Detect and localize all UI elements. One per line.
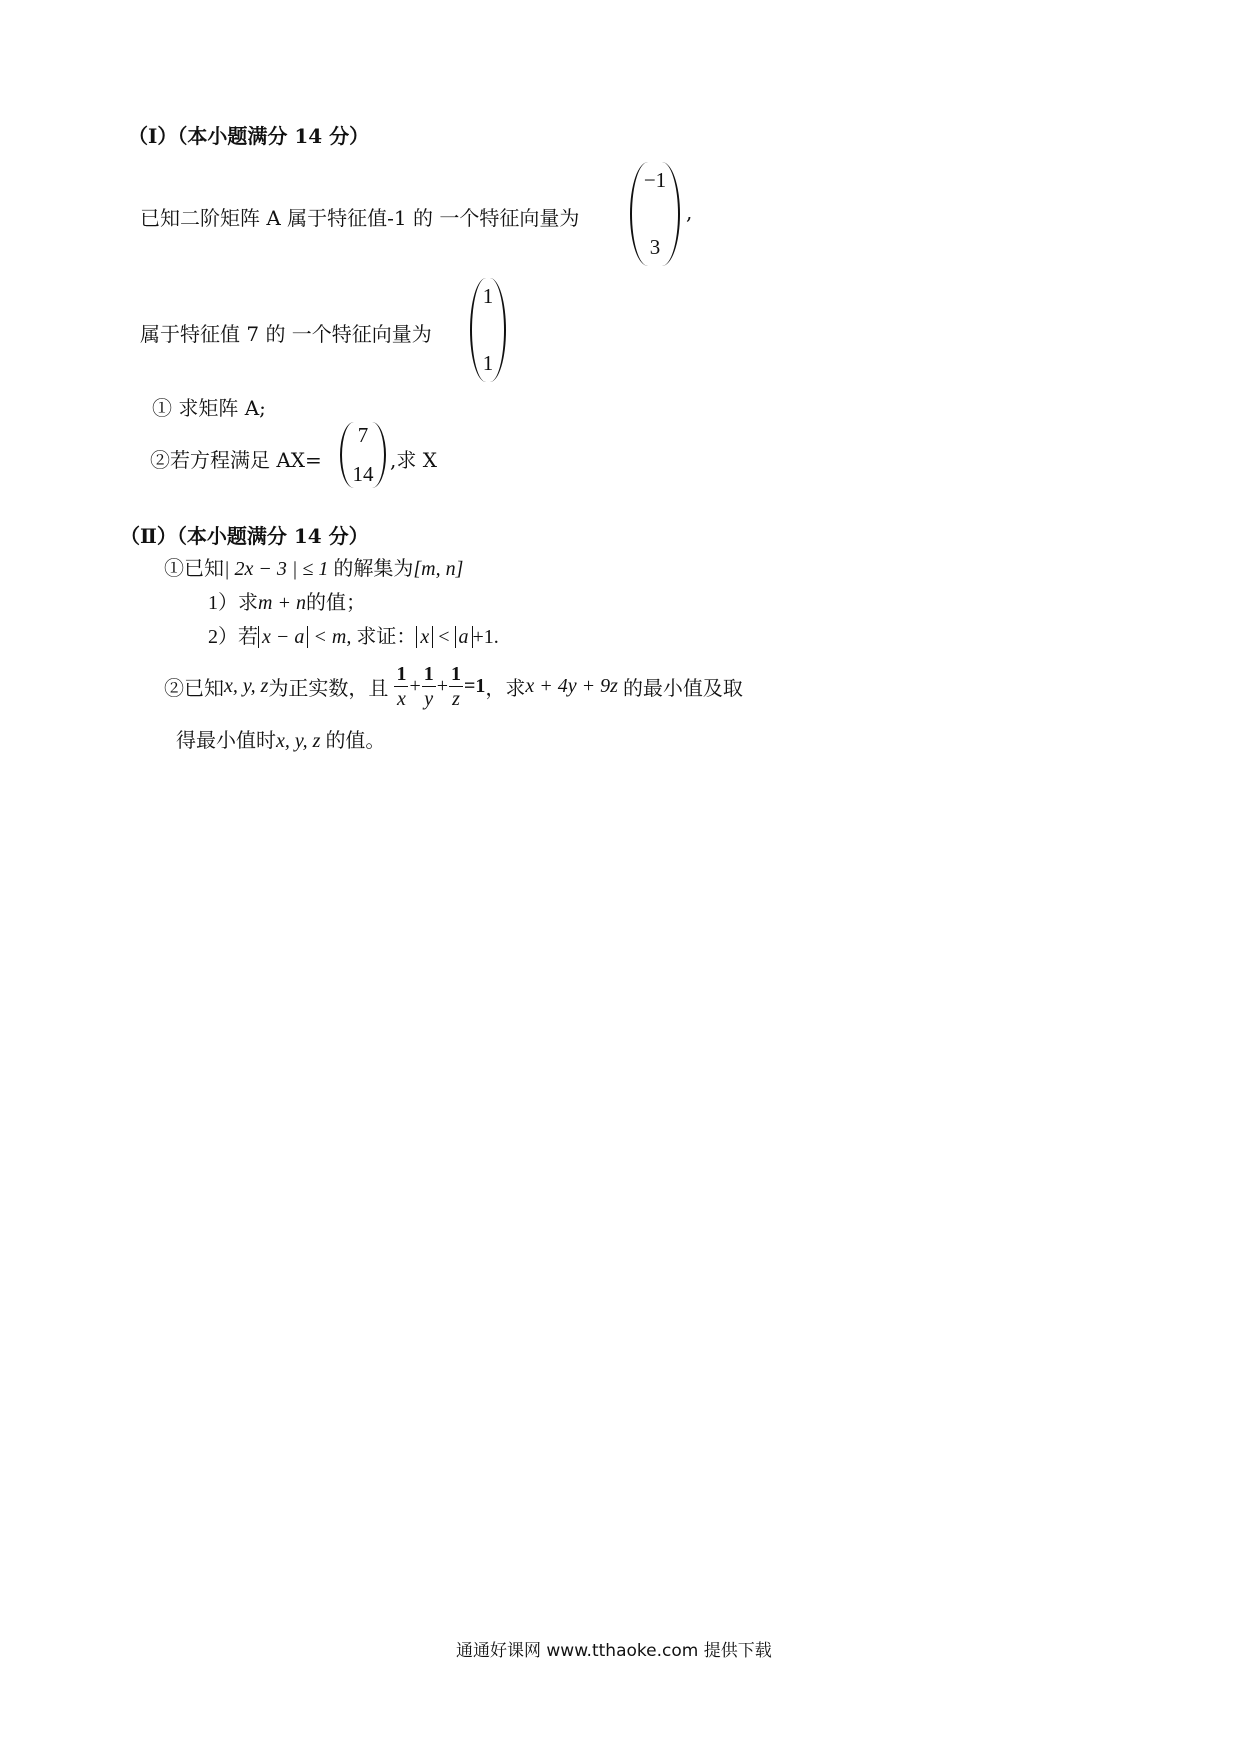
q1-inequality: | 2x − 3 | ≤ 1 bbox=[224, 558, 329, 580]
frac-y-den: y bbox=[424, 688, 434, 710]
part1-item2-suffix: ,求 X bbox=[390, 448, 437, 472]
part2-sub2 bbox=[208, 620, 499, 649]
q2l2-vars: x, y, z bbox=[276, 730, 321, 752]
q2-expr: x + 4y + 9z bbox=[525, 675, 618, 697]
part2-sub1 bbox=[208, 586, 366, 615]
eigenvector-1-top: −1 bbox=[643, 168, 667, 192]
sub2-prefix: 2）若 bbox=[208, 626, 258, 648]
vector-b-top: 7 bbox=[357, 423, 369, 447]
part1-item1: ① 求矩阵 A; bbox=[152, 396, 266, 420]
eigenvector-2-bottom: 1 bbox=[482, 351, 494, 375]
q2-prefix: ②已知 bbox=[164, 678, 224, 700]
frac-x-num: 1 bbox=[396, 663, 407, 685]
frac-x-den: x bbox=[396, 688, 406, 710]
sub2-mid: 求证： bbox=[356, 626, 417, 648]
footer: 通通好课网 www.tthaoke.com 提供下载 bbox=[456, 1641, 772, 1661]
vector-b bbox=[340, 422, 386, 488]
q1-interval: [m, n] bbox=[413, 558, 464, 580]
eigenvector-1 bbox=[630, 162, 680, 266]
sub1-prefix: 1）求 bbox=[208, 592, 258, 614]
plus-1: + bbox=[409, 675, 421, 697]
eigenvector-2-top: 1 bbox=[482, 284, 494, 308]
plus-2: + bbox=[436, 675, 448, 697]
part1-line1: 已知二阶矩阵 A 属于特征值-1 的 一个特征向量为 bbox=[140, 206, 580, 230]
q2-vars: x, y, z bbox=[224, 675, 269, 697]
sub2-lt: < bbox=[438, 626, 450, 648]
abs-x: x bbox=[416, 626, 433, 648]
frac-z-den: z bbox=[452, 688, 460, 710]
frac-z-num: 1 bbox=[451, 663, 461, 685]
q2-mid: 为正实数，且 bbox=[268, 678, 389, 700]
q2-suffix: 的最小值及取 bbox=[622, 678, 743, 700]
equals-one: =1 bbox=[464, 675, 486, 697]
part2-q1 bbox=[164, 552, 463, 581]
sub1-expr: m + n bbox=[258, 592, 306, 614]
part1-line2: 属于特征值 7 的 一个特征向量为 bbox=[140, 322, 432, 346]
q2-mid2: ，求 bbox=[485, 678, 526, 700]
q1-mid: 的解集为 bbox=[333, 558, 414, 580]
part2-q2 bbox=[164, 662, 743, 711]
vector-b-bottom: 14 bbox=[352, 462, 374, 486]
part2-title: （Ⅱ）（本小题满分 14 分） bbox=[120, 524, 369, 548]
fraction-1-over-x bbox=[394, 662, 408, 711]
sub2-cond: < m, bbox=[313, 626, 352, 648]
sub1-suffix: 的值； bbox=[305, 592, 366, 614]
q2l2-suffix: 的值。 bbox=[325, 730, 386, 752]
abs-x-minus-a: x − a bbox=[258, 626, 308, 648]
frac-y-num: 1 bbox=[423, 663, 434, 685]
part2-q2-line2 bbox=[176, 724, 385, 753]
sub2-tail: +1. bbox=[472, 626, 499, 648]
abs-a: a bbox=[455, 626, 473, 648]
fraction-1-over-y bbox=[422, 662, 436, 711]
eigenvector-2 bbox=[470, 278, 506, 382]
fraction-1-over-z bbox=[449, 662, 463, 711]
q2l2-prefix: 得最小值时 bbox=[176, 730, 276, 752]
q1-prefix: ①已知 bbox=[164, 558, 224, 580]
part1-item2-prefix: ②若方程满足 AX= bbox=[150, 448, 322, 472]
comma: , bbox=[686, 200, 693, 224]
eigenvector-1-bottom: 3 bbox=[649, 235, 661, 259]
part1-title: （Ⅰ）（本小题满分 14 分） bbox=[128, 124, 370, 148]
